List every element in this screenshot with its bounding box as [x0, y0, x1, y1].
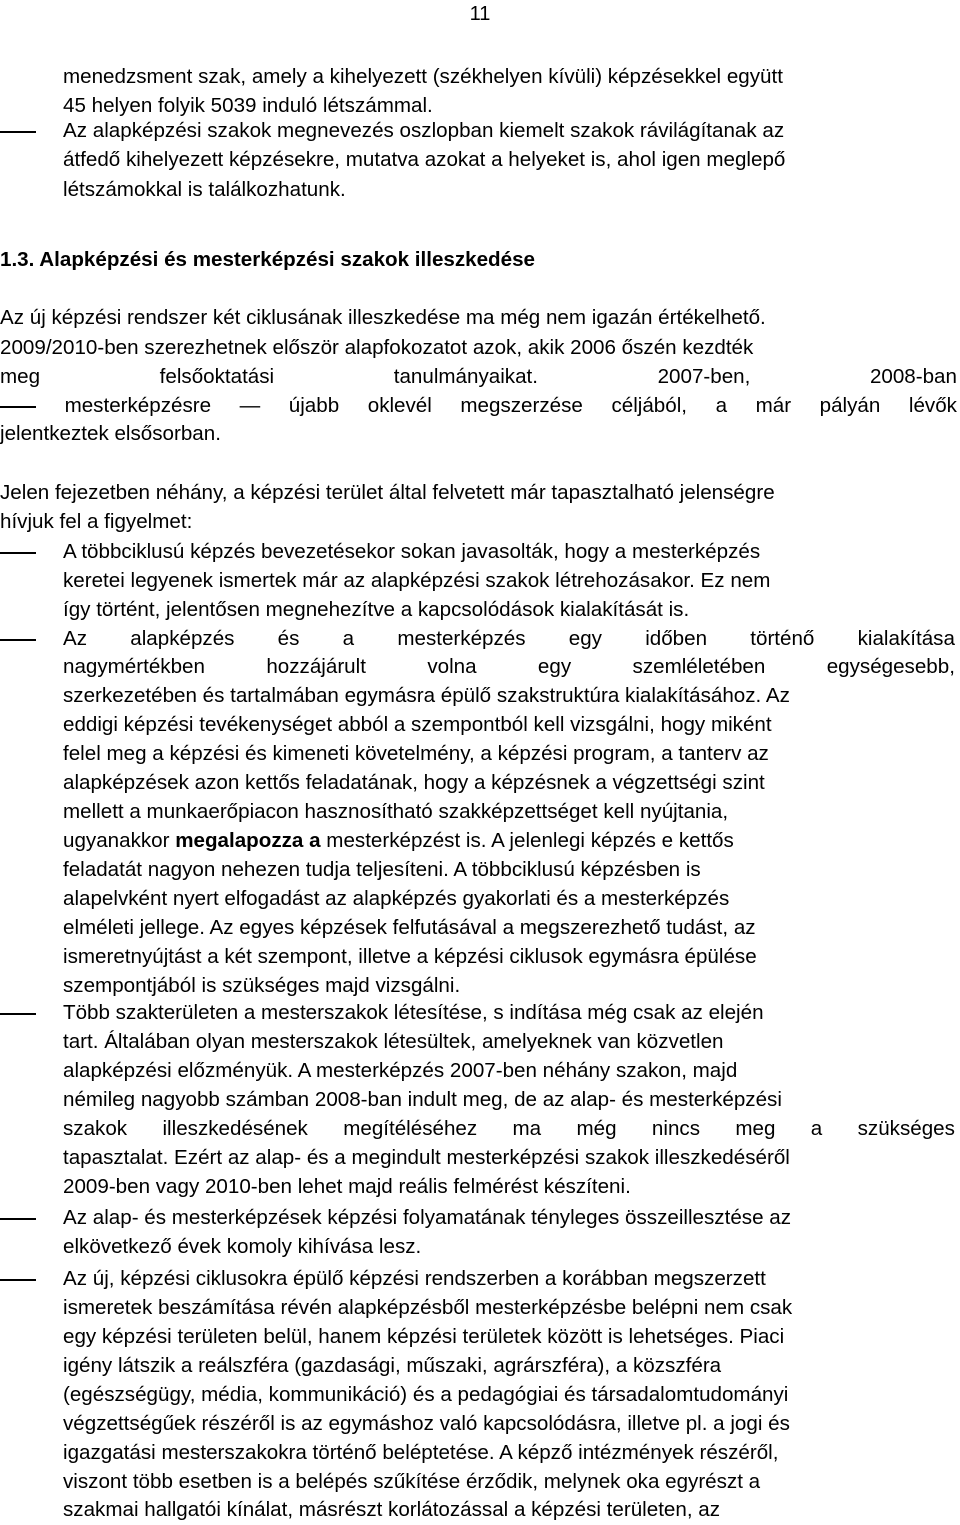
text-line-content: feladatát nagyon nehezen tudja teljesíteni. A többciklusú képzésben is [63, 858, 701, 881]
text-line-content [0, 362, 957, 392]
bullet-dash [0, 552, 36, 554]
text-line [0, 1085, 960, 1115]
word: a [715, 394, 728, 417]
word: nagymértékben [63, 655, 205, 678]
text-line [0, 855, 960, 885]
text-line-content: átfedő kihelyezett képzésekre, mutatva azokat a helyeket is, ahol igen meglepő [63, 148, 786, 171]
text-line [0, 1232, 960, 1262]
word: meg [0, 365, 41, 388]
text-line-content: elkövetkező évek komoly kihívása lesz. [63, 1235, 422, 1258]
text-line [0, 333, 960, 363]
text-line [0, 913, 960, 943]
text-line-content: keretei legyenek ismertek már az alapképzési szakok létrehozásakor. Ez nem [63, 569, 771, 592]
word: volna [427, 655, 477, 678]
text-line-content: tapasztalat. Ezért az alap- és a megindult mesterképzési szakok illeszkedéséről [63, 1146, 790, 1169]
text-line-content: menedzsment szak, amely a kihelyezett (székhelyen kívüli) képzésekkel együtt [63, 65, 783, 88]
text-line [0, 1409, 960, 1439]
page-number: 11 [469, 3, 491, 25]
word: 2007-ben, [657, 365, 751, 388]
text-line [0, 1467, 960, 1497]
text-segment: mesterképzést is. A jelenlegi képzés e kettős [320, 829, 734, 852]
text-line-content: 45 helyen folyik 5039 induló létszámmal. [63, 94, 433, 117]
text-line [0, 768, 960, 798]
text-line [0, 1203, 960, 1233]
word: ma [512, 1117, 542, 1140]
text-line [0, 1380, 960, 1410]
text-line-content: igazgatási mesterszakokra történő beléptetése. A képző intézmények részéről, [63, 1441, 779, 1464]
text-line-content: ismeretek beszámítása révén alapképzésből mesterképzésbe belépni nem csak [63, 1296, 793, 1319]
word [0, 391, 36, 421]
text-line [0, 1495, 960, 1525]
word: egységesebb, [826, 655, 955, 678]
word: szemléletében [632, 655, 766, 678]
text-line [0, 1438, 960, 1468]
word: kialakítása [857, 627, 955, 650]
text-line [0, 1143, 960, 1173]
word: időben [645, 627, 708, 650]
text-line [0, 1264, 960, 1294]
text-line [0, 1293, 960, 1323]
text-line-content: végzettségűek részéről is az egymáshoz való kapcsolódásra, illetve pl. a jogi és [63, 1412, 790, 1435]
word: egy [568, 627, 602, 650]
text-line-content: így történt, jelentősen megnehezítve a kapcsolódások kialakítását is. [63, 598, 690, 621]
word: — [239, 394, 261, 417]
text-line-content [63, 1114, 955, 1144]
text-line-content: 2009/2010-ben szerezhetnek először alapfokozatot azok, akik 2006 őszén kezdték [0, 336, 754, 359]
text-line [0, 681, 960, 711]
text-segment: ugyanakkor [63, 829, 176, 852]
text-line [0, 884, 960, 914]
word: megszerzése [460, 394, 583, 417]
text-line [0, 1056, 960, 1086]
text-line-content: alapelvként nyert elfogadást az alapképzés gyakorlati és a mesterképzés [63, 887, 730, 910]
text-line [0, 797, 960, 827]
text-line-content: szerkezetében és tartalmában egymásra épülő szakstruktúra kialakításához. Az [63, 684, 790, 707]
text-line [0, 362, 960, 392]
text-line [0, 537, 960, 567]
text-line-content [63, 624, 955, 654]
text-line-content: Az új képzési rendszer két ciklusának illeszkedése ma még nem igazán értékelhető. [0, 306, 766, 329]
word: mesterképzésre [64, 394, 212, 417]
text-line-content: Az új, képzési ciklusokra épülő képzési rendszerben a korábban megszerzett [63, 1267, 766, 1290]
bullet-dash [0, 131, 36, 133]
word: mesterképzés [397, 627, 526, 650]
emphasized-text: megalapozza a [175, 829, 321, 852]
text-line-content [0, 391, 957, 421]
word: oklevél [367, 394, 432, 417]
word: megítéléséhez [343, 1117, 478, 1140]
section-heading: 1.3. Alapképzési és mesterképzési szakok illeszkedése [0, 248, 535, 271]
text-line-content: eddigi képzési tevékenységet abból a szempontból kell vizsgálni, hogy miként [63, 713, 772, 736]
text-line [0, 971, 960, 1001]
text-line-content: jelentkeztek elsősorban. [0, 422, 221, 445]
text-line [0, 566, 960, 596]
text-line-content: egy képzési területen belül, hanem képzési területek között is lehetséges. Piaci [63, 1325, 785, 1348]
word: egy [537, 655, 572, 678]
word: szakok [63, 1117, 128, 1140]
text-line [0, 1172, 960, 1202]
word: pályán [819, 394, 881, 417]
text-line-content: némileg nagyobb számban 2008-ban indult meg, de az alap- és mesterképzési [63, 1088, 782, 1111]
bullet-dash [0, 639, 36, 641]
bullet-dash [0, 1279, 36, 1281]
text-line [0, 245, 960, 275]
text-line-content: (egészségügy, média, kommunikáció) és a pedagógiai és társadalomtudományi [63, 1383, 789, 1406]
text-line-content: Több szakterületen a mesterszakok létesítése, s indítása még csak az elején [63, 1001, 764, 1024]
text-line [0, 391, 960, 421]
word: tanulmányaikat. [393, 365, 538, 388]
text-line [0, 145, 960, 175]
text-line-content: hívjuk fel a figyelmet: [0, 510, 193, 533]
text-line [0, 419, 960, 449]
word: hozzájárult [266, 655, 366, 678]
text-line [0, 710, 960, 740]
word: és [277, 627, 300, 650]
text-line [0, 739, 960, 769]
text-line-content: tart. Általában olyan mesterszakok létesültek, amelyeknek van közvetlen [63, 1030, 724, 1053]
word: a [810, 1117, 823, 1140]
word: meg [735, 1117, 776, 1140]
text-line-content: létszámokkal is találkozhatunk. [63, 178, 346, 201]
text-line-content: felel meg a képzési és kimeneti követelmény, a képzési program, a tanterv az [63, 742, 769, 765]
word: céljából, [611, 394, 687, 417]
text-line-content: elméleti jellege. Az egyes képzések felfutásával a megszerezhető tudást, az [63, 916, 756, 939]
text-line [0, 1351, 960, 1381]
word: újabb [288, 394, 340, 417]
text-line [0, 478, 960, 508]
text-line [0, 942, 960, 972]
word: alapképzés [130, 627, 235, 650]
bullet-dash [0, 1013, 36, 1015]
text-line-content: szakmai hallgatói kínálat, másrészt korlátozással a képzési területen, az [63, 1498, 721, 1521]
text-line-content: Az alap- és mesterképzések képzési folyamatának tényleges összeillesztése az [63, 1206, 792, 1229]
word: lévők [908, 394, 957, 417]
text-line-content: Az alapképzési szakok megnevezés oszlopban kiemelt szakok rávilágítanak az [63, 119, 785, 142]
text-line-content: viszont több esetben is a belépés szűkítése érződik, melynek oka egyrészt a [63, 1470, 761, 1493]
word: Az [63, 627, 88, 650]
text-line-content: szempontjából is szükséges majd vizsgálni. [63, 974, 461, 997]
text-line [0, 303, 960, 333]
text-line-content: 2009-ben vagy 2010-ben lehet majd reális felmérést készíteni. [63, 1175, 631, 1198]
word: felsőoktatási [159, 365, 275, 388]
text-line [0, 62, 960, 92]
text-line-content: mellett a munkaerőpiacon hasznosítható szakképzettséget kell nyújtania, [63, 800, 729, 823]
word: még [576, 1117, 617, 1140]
text-line [0, 1322, 960, 1352]
text-line-content: igény látszik a reálszféra (gazdasági, műszaki, agrárszféra), a közszféra [63, 1354, 722, 1377]
text-line-content: Jelen fejezetben néhány, a képzési terület által felvetett már tapasztalható jelenségre [0, 481, 775, 504]
text-line [0, 1027, 960, 1057]
text-line-content: A többciklusú képzés bevezetésekor sokan javasolták, hogy a mesterképzés [63, 540, 761, 563]
text-line-content: alapképzési előzményük. A mesterképzés 2007-ben néhány szakon, majd [63, 1059, 738, 1082]
word: szükséges [857, 1117, 955, 1140]
text-line [0, 116, 960, 146]
text-line-content: alapképzések azon kettős feladatának, hogy a képzésnek a végzettségi szint [63, 771, 765, 794]
word: nincs [651, 1117, 700, 1140]
text-line [0, 507, 960, 537]
word: történő [750, 627, 815, 650]
bullet-dash [0, 1218, 36, 1220]
text-line-content [63, 652, 955, 682]
text-line [0, 595, 960, 625]
word: a [342, 627, 355, 650]
word: 2008-ban [869, 365, 957, 388]
text-line [0, 1114, 960, 1144]
word: illeszkedésének [162, 1117, 308, 1140]
text-line-content [63, 826, 734, 856]
text-line [0, 624, 960, 654]
text-line [0, 826, 960, 856]
word: már [755, 394, 792, 417]
text-line [0, 175, 960, 205]
text-line [0, 652, 960, 682]
text-line [0, 998, 960, 1028]
text-line-content: ismeretnyújtást a két szempont, illetve a képzési ciklusok egymásra épülése [63, 945, 757, 968]
